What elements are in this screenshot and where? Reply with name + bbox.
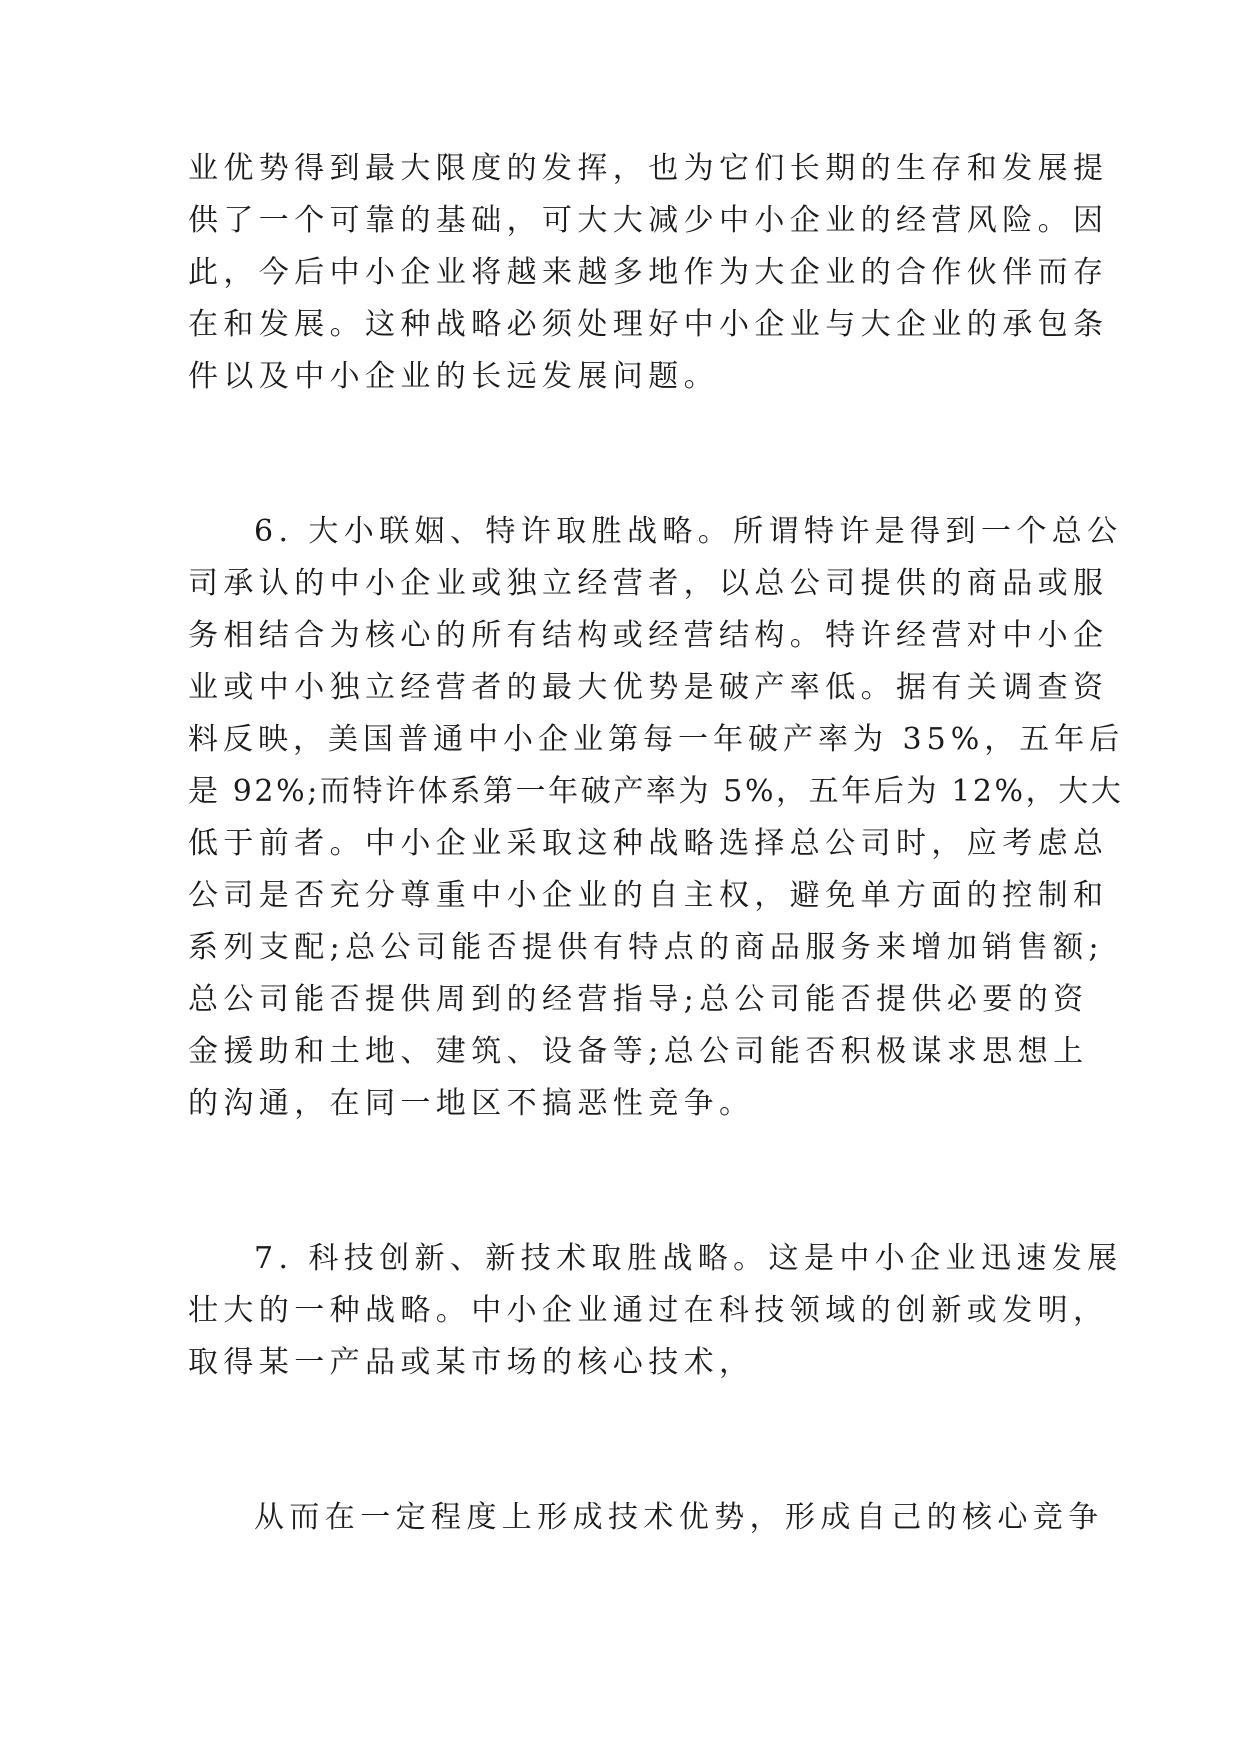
text-line: 系列支配;总公司能否提供有特点的商品服务来增加销售额;: [188, 930, 1105, 965]
text-line: 司承认的中小企业或独立经营者，以总公司提供的商品或服: [188, 566, 1109, 601]
text-line: 在和发展。这种战略必须处理好中小企业与大企业的承包条: [188, 307, 1109, 342]
text-line: 从而在一定程度上形成技术优势，形成自己的核心竞争: [254, 1500, 1104, 1535]
text-line: 务相结合为核心的所有结构或经营结构。特许经营对中小企: [188, 618, 1109, 653]
text-line: 7. 科技创新、新技术取胜战略。这是中小企业迅速发展: [254, 1241, 1123, 1276]
text-line: 的沟通，在同一地区不搞恶性竞争。: [188, 1086, 755, 1121]
text-line: 件以及中小企业的长远发展问题。: [188, 359, 719, 394]
text-line: 业或中小独立经营者的最大优势是破产率低。据有关调查资: [188, 670, 1109, 705]
text-line: 供了一个可靠的基础，可大大减少中小企业的经营风险。因: [188, 203, 1109, 238]
text-line: 业优势得到最大限度的发挥，也为它们长期的生存和发展提: [188, 151, 1109, 186]
text-line: 6. 大小联姻、特许取胜战略。所谓特许是得到一个总公: [254, 514, 1123, 549]
text-line: 是 92%;而特许体系第一年破产率为 5%，五年后为 12%，大大: [188, 774, 1124, 809]
text-line: 公司是否充分尊重中小企业的自主权，避免单方面的控制和: [188, 878, 1109, 913]
text-line: 壮大的一种战略。中小企业通过在科技领域的创新或发明，: [188, 1293, 1109, 1328]
text-line: 料反映，美国普通中小企业第每一年破产率为 35%，五年后: [188, 722, 1125, 757]
text-line: 低于前者。中小企业采取这种战略选择总公司时，应考虑总: [188, 826, 1109, 861]
text-line: 金援助和土地、建筑、设备等;总公司能否积极谋求思想上: [188, 1034, 1089, 1069]
text-line: 取得某一产品或某市场的核心技术，: [188, 1345, 755, 1380]
text-line: 总公司能否提供周到的经营指导;总公司能否提供必要的资: [188, 982, 1089, 1017]
text-line: 此，今后中小企业将越来越多地作为大企业的合作伙伴而存: [188, 255, 1109, 290]
